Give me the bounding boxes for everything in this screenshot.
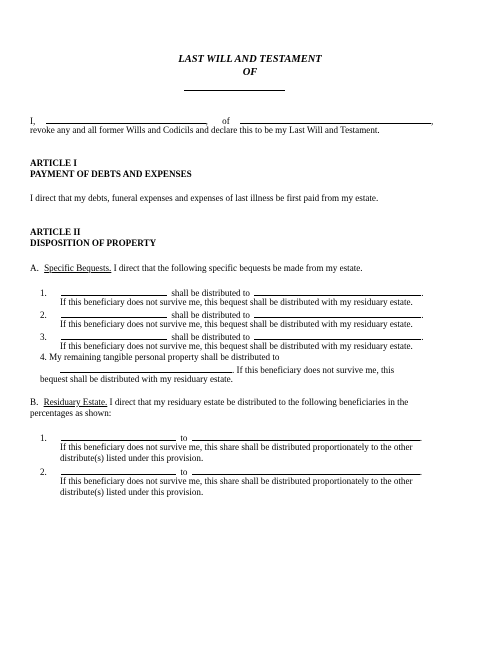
section-a-line bbox=[30, 263, 363, 274]
article-1-subheading: PAYMENT OF DEBTS AND EXPENSES bbox=[30, 169, 192, 179]
bequest-1-mid: shall be distributed to bbox=[171, 288, 250, 298]
section-b-line bbox=[30, 397, 408, 408]
article-2-subheading: DISPOSITION OF PROPERTY bbox=[30, 238, 157, 248]
intro-comma-2: , bbox=[431, 116, 434, 126]
document-title: LAST WILL AND TESTAMENT bbox=[178, 54, 322, 65]
residuary-2-to: to bbox=[180, 467, 188, 477]
article-1-heading: ARTICLE I bbox=[30, 158, 77, 168]
bequest-1-end: . bbox=[421, 288, 424, 298]
residuary-1-percent-blank[interactable] bbox=[61, 431, 176, 441]
section-a-text: I direct that the following specific bequests be made from my estate. bbox=[111, 263, 363, 273]
bequest-1-number: 1. bbox=[40, 288, 47, 298]
residuary-2-end: . bbox=[419, 467, 423, 477]
residuary-1-survive: If this beneficiary does not survive me, this share shall be distributed proportionately to the other bbox=[60, 442, 413, 452]
bequest-2-beneficiary-blank[interactable] bbox=[254, 308, 424, 320]
residence-blank[interactable] bbox=[240, 114, 434, 126]
bequest-3-mid: shall be distributed to bbox=[171, 332, 250, 342]
section-a-letter: A. bbox=[30, 263, 39, 273]
name-blank[interactable] bbox=[46, 114, 206, 124]
intro-i: I, bbox=[30, 116, 36, 126]
section-b-letter: B. bbox=[30, 397, 39, 407]
residuary-2-beneficiary-blank[interactable] bbox=[192, 465, 423, 477]
bequest-3-survive: If this beneficiary does not survive me, this bequest shall be distributed with my residuary estate. bbox=[60, 341, 413, 351]
article-1-text: I direct that my debts, funeral expenses and expenses of last illness be first paid from my estate. bbox=[30, 193, 379, 203]
item-4-line-3: bequest shall be distributed with my residuary estate. bbox=[40, 374, 233, 384]
bequest-2-item-blank[interactable] bbox=[61, 308, 167, 318]
residuary-1-number: 1. bbox=[40, 433, 47, 443]
item-4-beneficiary-blank[interactable] bbox=[60, 363, 232, 373]
section-b-title: Residuary Estate. bbox=[43, 397, 108, 407]
document-title-of: OF bbox=[242, 67, 258, 78]
bequest-3-beneficiary-blank[interactable] bbox=[254, 330, 424, 342]
item-4-line-2-text: . If this beneficiary does not survive me, this bbox=[232, 365, 395, 375]
section-b-text: I direct that my residuary estate be distributed to the following beneficiaries in the bbox=[107, 397, 409, 407]
intro-of: of bbox=[222, 116, 230, 126]
residuary-1-beneficiary-blank[interactable] bbox=[192, 431, 423, 443]
residuary-1-survive-2: distribute(s) listed under this provision. bbox=[60, 453, 204, 463]
bequest-1-survive: If this beneficiary does not survive me, this bequest shall be distributed with my residuary estate. bbox=[60, 297, 413, 307]
bequest-2-end: . bbox=[421, 310, 424, 320]
article-2-heading: ARTICLE II bbox=[30, 227, 81, 237]
bequest-3-item-blank[interactable] bbox=[61, 330, 167, 340]
bequest-1-item-blank[interactable] bbox=[61, 286, 167, 296]
section-a-title: Specific Bequests. bbox=[44, 263, 112, 273]
bequest-2-mid: shall be distributed to bbox=[171, 310, 250, 320]
item-4-line: 4. My remaining tangible personal property shall be distributed to bbox=[40, 352, 280, 362]
intro-revoke-text: revoke any and all former Wills and Codicils and declare this to be my Last Will and Testament. bbox=[30, 125, 380, 135]
residuary-2-percent-blank[interactable] bbox=[61, 465, 176, 475]
bequest-3-end: . bbox=[421, 332, 424, 342]
residuary-2-survive-2: distribute(s) listed under this provision. bbox=[60, 487, 204, 497]
bequest-1-beneficiary-blank[interactable] bbox=[254, 286, 424, 298]
section-b-text-2: percentages as shown: bbox=[30, 408, 112, 418]
residuary-2-survive: If this beneficiary does not survive me, this share shall be distributed proportionately to the other bbox=[60, 476, 413, 486]
residuary-1-end: . bbox=[419, 433, 423, 443]
residuary-2-number: 2. bbox=[40, 467, 47, 477]
bequest-3-number: 3. bbox=[40, 332, 47, 342]
testator-name-blank[interactable] bbox=[184, 81, 285, 91]
intro-comma: , bbox=[205, 116, 208, 126]
bequest-2-number: 2. bbox=[40, 310, 47, 320]
bequest-2-survive: If this beneficiary does not survive me, this bequest shall be distributed with my residuary estate. bbox=[60, 319, 413, 329]
residuary-1-to: to bbox=[180, 433, 188, 443]
